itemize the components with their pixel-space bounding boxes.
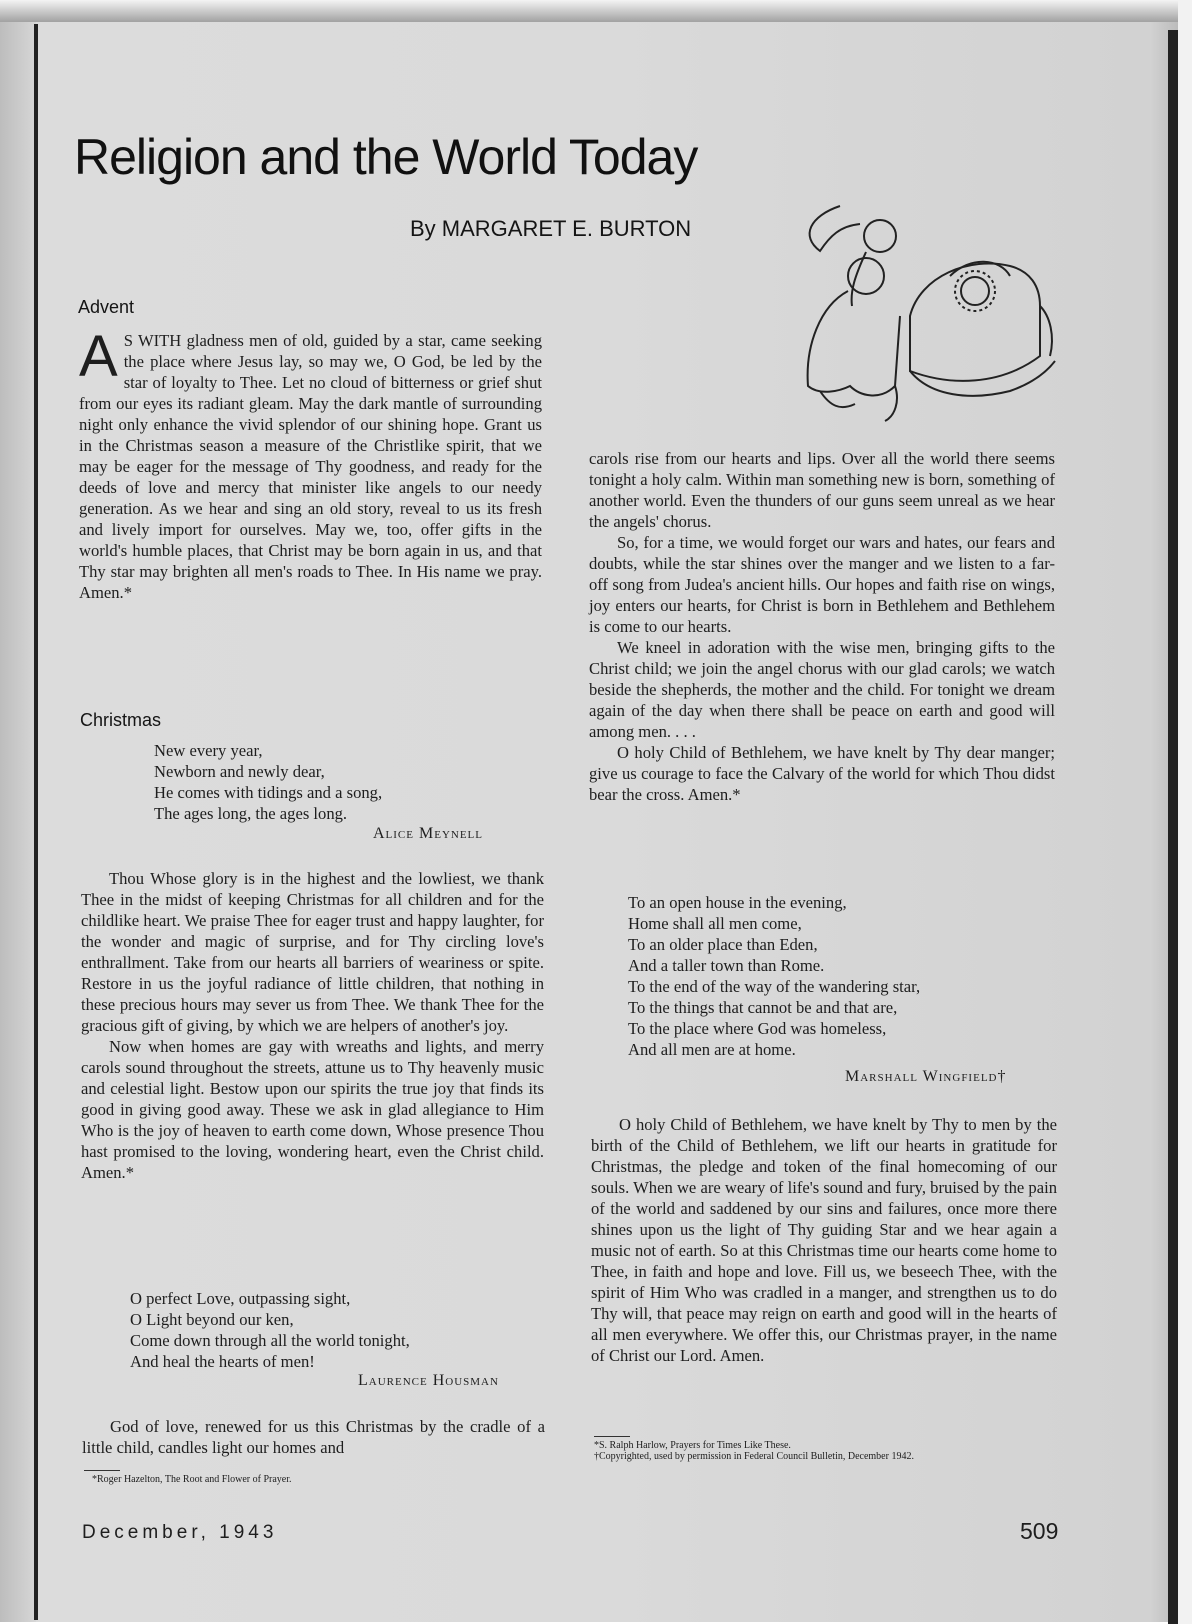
section-heading-advent: Advent bbox=[78, 297, 135, 317]
poem-line: O Light beyond our ken, bbox=[130, 1310, 294, 1329]
christmas-prayer bbox=[81, 868, 544, 1183]
poem-line: To the end of the way of the wandering star, bbox=[628, 977, 921, 996]
paragraph: We kneel in adoration with the wise men, bringing gifts to the Christ child; we join the angel chorus with our glad carols; we watch beside the shepherds, the mother and the child. For tonight we dream again of the day when there shall be peace on earth and good will among men. . . . bbox=[589, 638, 1055, 741]
poem-line: To an open house in the evening, bbox=[628, 893, 847, 912]
poem-wingfield bbox=[628, 892, 920, 1060]
page-number: 509 bbox=[1020, 1518, 1059, 1544]
advent-text: S WITH gladness men of old, guided by a star, came seeking the place where Jesus lay, so may we, O God, be led by the star of loyalty to Thee. Let no cloud of bitterness or grief shut from our eyes its radiant gleam. May the dark mantle of surrounding night only enhance the vivid splendor of our shining hope. Grant us in the Christmas season a measure of the Christlike spirit, that we may be eager for the message of Thy goodness, and ready for the deeds of love and mercy that minister like angels to our needy generation. As we hear and sing an old story, reveal to us its fresh and lively import for ourselves. May we, too, offer gifts in the world's humble places, that Christ may be born again in us, and that Thy star may brighten all men's roads to Thee. In His name we pray. Amen.* bbox=[79, 331, 542, 602]
page-right-edge bbox=[1168, 30, 1178, 1624]
footnote: *S. Ralph Harlow, Prayers for Times Like These. bbox=[594, 1440, 791, 1451]
page-left-margin bbox=[0, 22, 36, 1622]
poem-line: And all men are at home. bbox=[628, 1040, 796, 1059]
angel-wing bbox=[810, 206, 860, 251]
poem-line: Newborn and newly dear, bbox=[154, 762, 325, 781]
angel-cradle-illustration bbox=[800, 196, 1080, 436]
paragraph: God of love, renewed for us this Christmas by the cradle of a little child, candles light our homes and bbox=[82, 1417, 545, 1457]
poem-line: The ages long, the ages long. bbox=[154, 804, 348, 823]
poem-meynell bbox=[154, 740, 382, 824]
byline: By MARGARET E. BURTON bbox=[410, 216, 692, 241]
footnote-rule bbox=[594, 1436, 630, 1437]
window-top-bar bbox=[0, 0, 1192, 24]
issue-date: December, 1943 bbox=[82, 1522, 278, 1543]
footnote-rule bbox=[84, 1470, 120, 1471]
right-closing-prayer bbox=[591, 1114, 1057, 1366]
paragraph: carols rise from our hearts and lips. Over all the world there seems tonight a holy calm. Within man something new is born, something of another world. Even the thunders of our guns seem unreal as we hear the angels' chorus. bbox=[589, 449, 1055, 531]
footnote-left: *Roger Hazelton, The Root and Flower of Prayer. bbox=[92, 1474, 292, 1485]
poem-housman bbox=[130, 1288, 410, 1372]
poem-author: Alice Meynell bbox=[373, 825, 483, 842]
page-spine-line bbox=[34, 24, 38, 1620]
poem-line: And heal the hearts of men! bbox=[130, 1352, 315, 1371]
paragraph: Thou Whose glory is in the highest and the lowliest, we thank Thee in the midst of keeping Christmas for all children and for the childlike heart. We praise Thee for eager trust and happy laughter, for the wonder and magic of surprise, and for Thy circling love's enthrallment. Take from our hearts all barriers of weariness or spite. Restore in us the joyful radiance of little children, that nothing in these precious hours may sever us from Thee. We thank Thee for the gracious gift of giving, by which we are helpers of another's joy. bbox=[81, 869, 544, 1035]
article-title: Religion and the World Today bbox=[74, 129, 698, 185]
poem-line: Home shall all men come, bbox=[628, 914, 802, 933]
scrollbar-track[interactable] bbox=[1178, 0, 1192, 1624]
poem-author: Marshall Wingfield† bbox=[845, 1068, 1007, 1085]
poem-line: To an older place than Eden, bbox=[628, 935, 818, 954]
advent-prayer bbox=[79, 324, 542, 603]
section-heading-christmas: Christmas bbox=[80, 710, 162, 730]
paragraph: Now when homes are gay with wreaths and lights, and merry carols sound throughout the streets, attune us to Thy heavenly music and celestial light. Bestow upon our spirits the true joy that finds its good in giving good away. These we ask in glad allegiance to Him Who is the joy of heaven to earth come down, Whose presence Thou hast promised to the loving, wondering heart, even the Christ child. Amen.* bbox=[81, 1037, 544, 1182]
poem-line: And a taller town than Rome. bbox=[628, 956, 825, 975]
paragraph: O holy Child of Bethlehem, we have knelt by Thy dear manger; give us courage to face the Calvary of the world for which Thou didst bear the cross. Amen.* bbox=[589, 743, 1055, 804]
paragraph: So, for a time, we would forget our wars and hates, our fears and doubts, while the star shines over the manger and we listen to a far-off song from Judea's ancient hills. Our hopes and faith rise on wings, joy enters our hearts, for Christ is born in Bethlehem and Bethlehem is come to our hearts. bbox=[589, 533, 1055, 636]
poem-line: Come down through all the world tonight, bbox=[130, 1331, 410, 1350]
closing-paragraph-left bbox=[82, 1416, 545, 1458]
poem-author: Laurence Housman bbox=[358, 1372, 499, 1389]
drop-cap: A bbox=[79, 324, 118, 389]
poem-line: O perfect Love, outpassing sight, bbox=[130, 1289, 351, 1308]
footnotes-right bbox=[594, 1440, 1054, 1462]
poem-line: To the place where God was homeless, bbox=[628, 1019, 887, 1038]
poem-line: He comes with tidings and a song, bbox=[154, 783, 383, 802]
footnote: †Copyrighted, used by permission in Federal Council Bulletin, December 1942. bbox=[594, 1451, 914, 1462]
poem-line: To the things that cannot be and that are, bbox=[628, 998, 898, 1017]
paragraph: O holy Child of Bethlehem, we have knelt by Thy to men by the birth of the Child of Bethlehem, we lift our hearts in gratitude for Christmas, the pledge and token of the final homecoming of our souls. When we are weary of life's sound and fury, bruised by the pain of the world and saddened by our sins and failures, once more there shines upon us the light of Thy guiding Star and we hear again a music not of earth. So at this Christmas time our hearts come home to Thee, in faith and hope and love. Fill us, we beseech Thee, with the spirit of Him Who was cradled in a manger, and strengthen us to do Thy will, that peace may reign on earth and good will in the hearts of all men everywhere. We offer this, our Christmas prayer, in the name of Christ our Lord. Amen. bbox=[591, 1115, 1057, 1365]
poem-line: New every year, bbox=[154, 741, 263, 760]
right-column-prayer bbox=[589, 448, 1055, 805]
